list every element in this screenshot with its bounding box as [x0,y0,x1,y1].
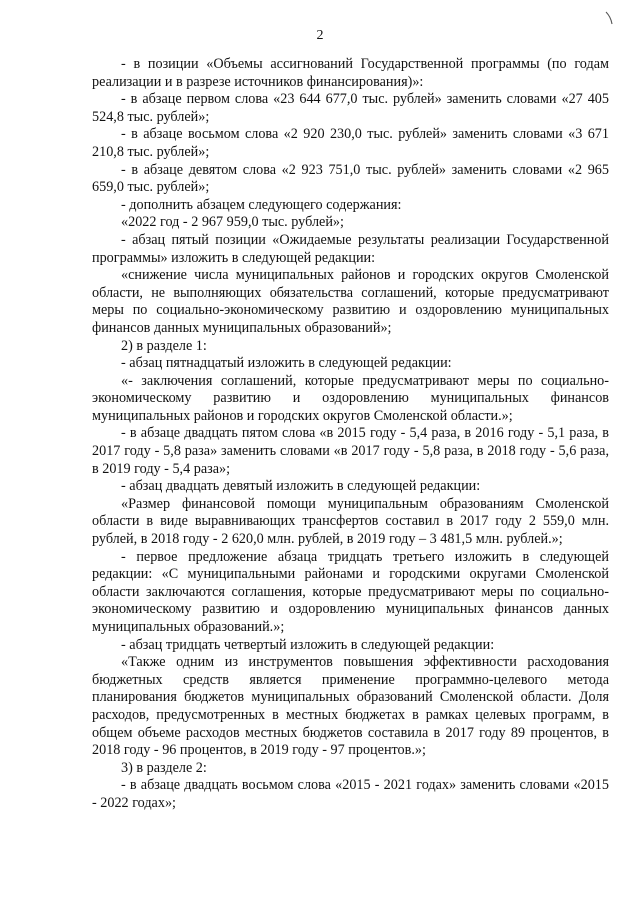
paragraph: - дополнить абзацем следующего содержания: [121,196,402,213]
pen-mark-icon [604,11,614,25]
paragraph: - в абзаце двадцать пятом слова «в 2015 году - 5,4 раза, в 2016 году - 5,1 раза, в 2017 году - 5,8 раза» заменить словами «в 2017 году - 5,8 раза, в 2018 году - 5,6 раза, в 2019 году - 5,4 раза»; [92,425,609,477]
paragraph: «Размер финансовой помощи муниципальным образованиям Смоленской области в виде выравнивающих трансфертов составил в 2017 году 2 559,0 млн. рублей, в 2018 году - 2 620,0 млн. рублей, в 2019 году – 3 481,5 млн. рублей.»; [92,495,609,548]
paragraph: - в абзаце первом слова «23 644 677,0 тыс. рублей» заменить словами «27 405 524,8 тыс. рублей»; [92,91,609,125]
paragraph: 3) в разделе 2: [121,759,207,776]
paragraph: - в абзаце девятом слова «2 923 751,0 тыс. рублей» заменить словами «2 965 659,0 тыс. рублей»; [92,161,609,196]
paragraph: - абзац тридцать четвертый изложить в следующей редакции: [121,636,495,653]
paragraph: - абзац пятый позиции «Ожидаемые результаты реализации Государственной программы» изложить в следующей редакции: [92,231,609,266]
paragraph: - первое предложение абзаца тридцать третьего изложить в следующей редакции: «С муниципальными районами и городскими округами Смоленской области заключаются соглашения, которые предусматривают меры по социально-экономическому развитию и оздоровлению муниципальных финансов данных муниципальных образований.»; [92,548,609,635]
paragraph: «- заключения соглашений, которые предусматривают меры по социально-экономическому развитию и оздоровлению муниципальных финансов муниципальных районов и городских округов Смоленской области.»; [92,372,609,424]
paragraph: - абзац пятнадцатый изложить в следующей редакции: [121,355,452,372]
document-body [92,56,609,813]
paragraph: 2) в разделе 1: [121,337,207,354]
paragraph: - в абзаце двадцать восьмом слова «2015 - 2021 годах» заменить словами «2015 - 2022 годах»; [92,777,609,811]
paragraph: «2022 год - 2 967 959,0 тыс. рублей»; [121,214,344,231]
paragraph: «Также одним из инструментов повышения эффективности расходования бюджетных средств является применение программно-целевого метода планирования бюджетов муниципальных образований Смоленской области. Доля расходов, предусмотренных в местных бюджетах в рамках целевых программ, в общем объеме расходов местных бюджетов составила в 2017 году 89 процентов, в 2018 году - 96 процентов, в 2019 году - 97 процентов.»; [92,654,609,759]
paragraph: - абзац двадцать девятый изложить в следующей редакции: [121,478,481,495]
paragraph: - в абзаце восьмом слова «2 920 230,0 тыс. рублей» заменить словами «3 671 210,8 тыс. рублей»; [92,126,609,160]
page-number: 2 [316,28,324,43]
paragraph: - в позиции «Объемы ассигнований Государственной программы (по годам реализации и в разрезе источников финансирования)»: [92,56,609,90]
paragraph: «снижение числа муниципальных районов и городских округов Смоленской области, не выполняющих обязательства соглашений, которые предусматривают меры по социально-экономическому развитию и оздоровлению муниципальных финансов данных муниципальных образований»; [92,267,609,336]
